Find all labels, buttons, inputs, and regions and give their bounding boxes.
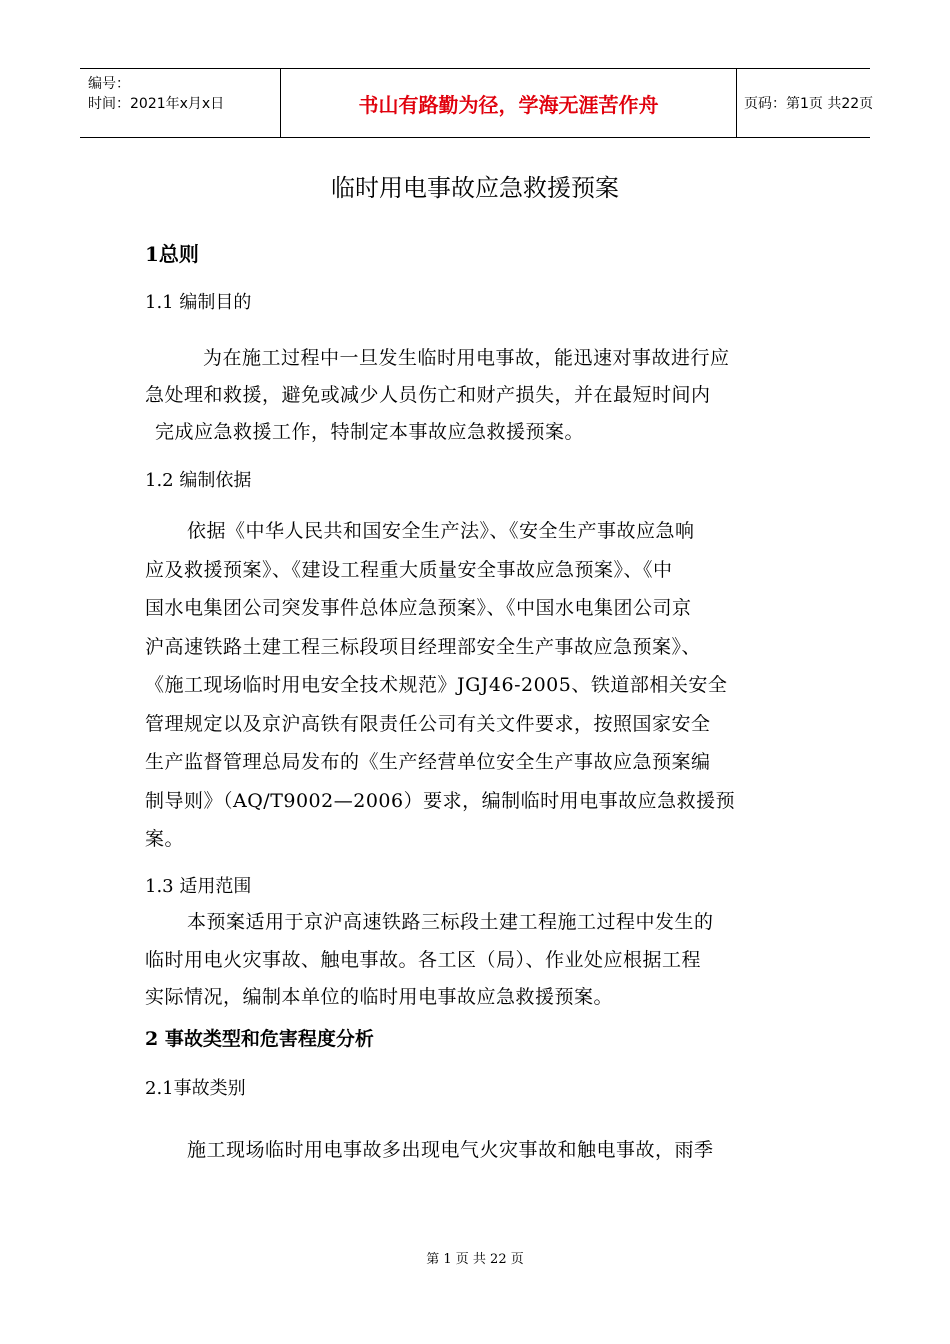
section-1-heading: 1总则 xyxy=(145,242,199,266)
paragraph-line: 管理规定以及京沪高铁有限责任公司有关文件要求，按照国家安全 xyxy=(145,712,711,735)
header-page-info: 页码：第1页 共22页 xyxy=(744,96,874,112)
document-title: 临时用电事故应急救援预案 xyxy=(331,174,619,202)
date-label: 时间：2021年x月x日 xyxy=(88,96,225,112)
paragraph-line: 临时用电火灾事故、触电事故。各工区（局）、作业处应根据工程 xyxy=(145,948,702,971)
paragraph-line: 国水电集团公司突发事件总体应急预案》、《中国水电集团公司京 xyxy=(145,597,692,619)
code-label: 编号： xyxy=(88,76,130,92)
paragraph-line: 本预案适用于京沪高速铁路三标段土建工程施工过程中发生的 xyxy=(187,911,714,933)
page-header xyxy=(80,68,874,138)
paragraph-line: 依据《中华人民共和国安全生产法》、《安全生产事故应急响 xyxy=(187,520,695,542)
paragraph-line: 施工现场临时用电事故多出现电气火灾事故和触电事故，雨季 xyxy=(187,1139,714,1161)
section-2-1-paragraph xyxy=(145,1132,807,1169)
section-1-3-heading: 1.3 适用范围 xyxy=(145,876,252,897)
paragraph-line: 应及救援预案》、《建设工程重大质量安全事故应急预案》、《中 xyxy=(145,558,673,581)
section-1-1-heading: 1.1 编制目的 xyxy=(145,292,252,313)
section-1-3-paragraph xyxy=(145,904,807,1017)
page-footer: 第 1 页 共 22 页 xyxy=(426,1252,524,1267)
paragraph-line: 为在施工过程中一旦发生临时用电事故，能迅速对事故进行应 xyxy=(203,347,730,369)
paragraph-line: 《施工现场临时用电安全技术规范》JGJ46-2005、铁道部相关安全 xyxy=(145,674,728,696)
header-meta xyxy=(80,69,280,137)
section-1-2-heading: 1.2 编制依据 xyxy=(145,470,252,491)
paragraph-line: 生产监督管理总局发布的《生产经营单位安全生产事故应急预案编 xyxy=(145,751,711,773)
paragraph-line: 实际情况，编制本单位的临时用电事故应急救援预案。 xyxy=(145,986,614,1008)
paragraph-line: 急处理和救援，避免或减少人员伤亡和财产损失，并在最短时间内 xyxy=(145,384,711,406)
paragraph-line: 沪高速铁路土建工程三标段项目经理部安全生产事故应急预案》、 xyxy=(145,635,702,658)
header-motto: 书山有路勤为径，学海无涯苦作舟 xyxy=(280,69,737,137)
section-2-heading: 2 事故类型和危害程度分析 xyxy=(145,1028,374,1050)
section-1-2-paragraph xyxy=(145,512,807,859)
section-2-1-heading: 2.1事故类别 xyxy=(145,1078,246,1099)
paragraph-line: 完成应急救援工作，特制定本事故应急救援预案。 xyxy=(155,421,585,443)
section-1-1-paragraph xyxy=(145,340,807,451)
paragraph-line: 制导则》（AQ/T9002—2006）要求，编制临时用电事故应急救援预 xyxy=(145,789,736,812)
paragraph-line: 案。 xyxy=(145,828,185,850)
